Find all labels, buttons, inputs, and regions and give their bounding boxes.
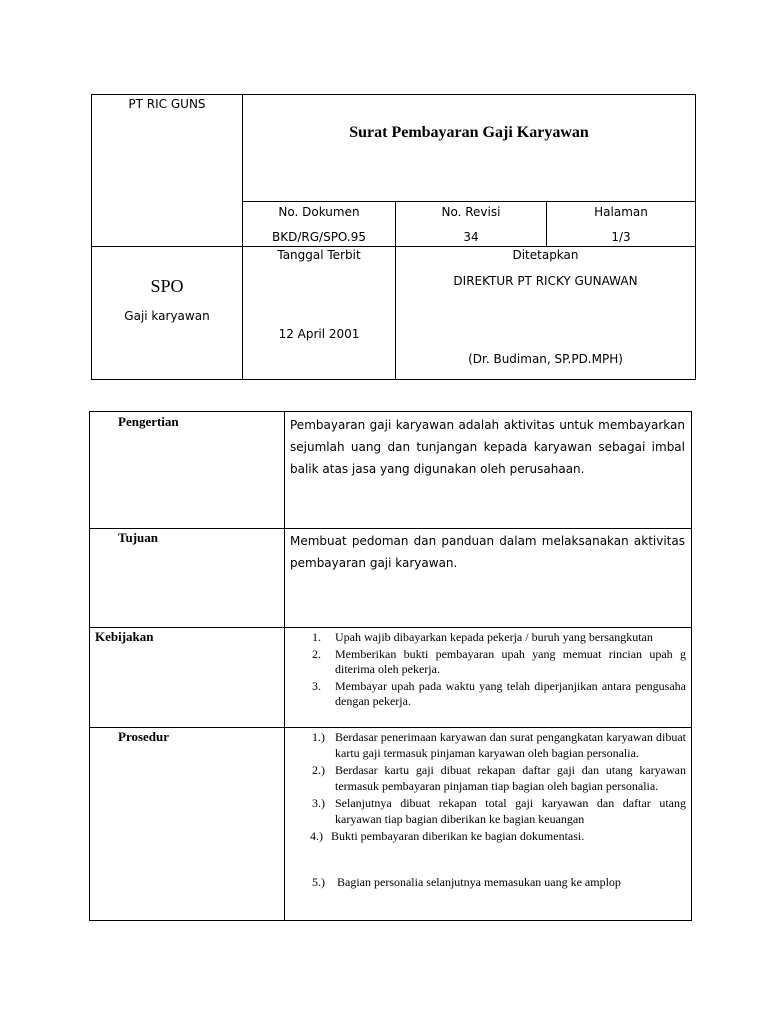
table-border (89, 920, 692, 921)
list-item-number: 1. (312, 630, 321, 644)
table-border (89, 528, 692, 529)
document-title: Surat Pembayaran Gaji Karyawan (349, 124, 589, 141)
tanggal-terbit-label: Tanggal Terbit (277, 248, 361, 262)
table-border (89, 411, 692, 412)
list-item (312, 730, 686, 761)
list-item (310, 829, 686, 845)
table-border (691, 411, 692, 921)
no-dokumen-value: BKD/RG/SPO.95 (272, 230, 366, 244)
list-item-text: Bukti pembayaran diberikan ke bagian dokumentasi. (331, 829, 585, 843)
list-item-number: 3.) (312, 796, 325, 810)
list-item (312, 630, 686, 645)
list-item-number: 2. (312, 647, 321, 661)
kebijakan-label: Kebijakan (95, 629, 154, 644)
tanggal-terbit-value: 12 April 2001 (278, 327, 360, 341)
direktur-name: DIREKTUR PT RICKY GUNAWAN (453, 274, 638, 288)
no-revisi-label: No. Revisi (441, 205, 501, 219)
list-item-text: Memberikan bukti pembayaran upah yang memuat rincian upah g diterima oleh pekerja. (335, 647, 686, 676)
company-name: PT RIC GUNS (128, 97, 206, 111)
list-item-text: Membayar upah pada waktu yang telah diperjanjikan antara pengusaha dengan pekerja. (335, 679, 686, 708)
prosedur-list (312, 730, 686, 890)
list-item-text: Berdasar penerimaan karyawan dan surat pengangkatan karyawan dibuat kartu gaji termasuk pinjaman karyawan oleh bagian personalia. (335, 730, 686, 760)
list-item (312, 796, 686, 827)
table-border (91, 94, 695, 95)
list-item-text: Selanjutnya dibuat rekapan total gaji karyawan dan daftar utang karyawan tiap bagian diberikan ke bagian keuangan (335, 796, 686, 826)
table-border (89, 627, 692, 628)
list-item-text: Bagian personalia selanjutnya memasukan uang ke amplop (337, 874, 621, 889)
pengertian-label: Pengertian (118, 414, 179, 429)
no-dokumen-label: No. Dokumen (278, 205, 360, 219)
list-item-number: 2.) (312, 763, 325, 777)
ditetapkan-label: Ditetapkan (512, 248, 579, 262)
table-border (284, 411, 285, 921)
table-border (91, 94, 92, 380)
halaman-label: Halaman (594, 205, 648, 219)
list-item-text: Upah wajib dibayarkan kepada pekerja / buruh yang bersangkutan (335, 630, 653, 644)
no-revisi-value: 34 (463, 230, 479, 244)
table-border (91, 379, 695, 380)
table-border (91, 246, 695, 247)
list-item-number: 4.) (310, 829, 323, 843)
table-border (89, 727, 692, 728)
list-item-text: Berdasar kartu gaji dibuat rekapan daftar gaji dan utang karyawan termasuk pembayaran pinjaman tiap bagian oleh bagian personalia. (335, 763, 686, 793)
prosedur-label: Prosedur (118, 729, 170, 744)
kebijakan-list (312, 630, 686, 709)
list-item (312, 679, 686, 709)
halaman-value: 1/3 (611, 230, 631, 244)
list-item (312, 763, 686, 794)
list-item (312, 647, 686, 677)
spo-subtitle: Gaji karyawan (124, 309, 210, 323)
list-item-number: 3. (312, 679, 321, 693)
table-border (695, 94, 696, 380)
tujuan-label: Tujuan (118, 530, 158, 545)
spo-label: SPO (150, 276, 184, 296)
tujuan-text: Membuat pedoman dan panduan dalam melaksanakan aktivitas pembayaran gaji karyawan. (290, 534, 685, 570)
list-item (312, 875, 686, 891)
pengertian-text: Pembayaran gaji karyawan adalah aktivitas untuk membayarkan sejumlah uang dan tunjangan kepada karyawan sebagai imbal balik atas jasa yang digunakan oleh perusahaan. (290, 418, 685, 476)
table-border (89, 411, 90, 921)
signer-name: (Dr. Budiman, SP.PD.MPH) (468, 352, 623, 366)
list-item-number: 1.) (312, 730, 325, 744)
list-item-number: 5.) (312, 874, 325, 889)
table-border (242, 201, 695, 202)
